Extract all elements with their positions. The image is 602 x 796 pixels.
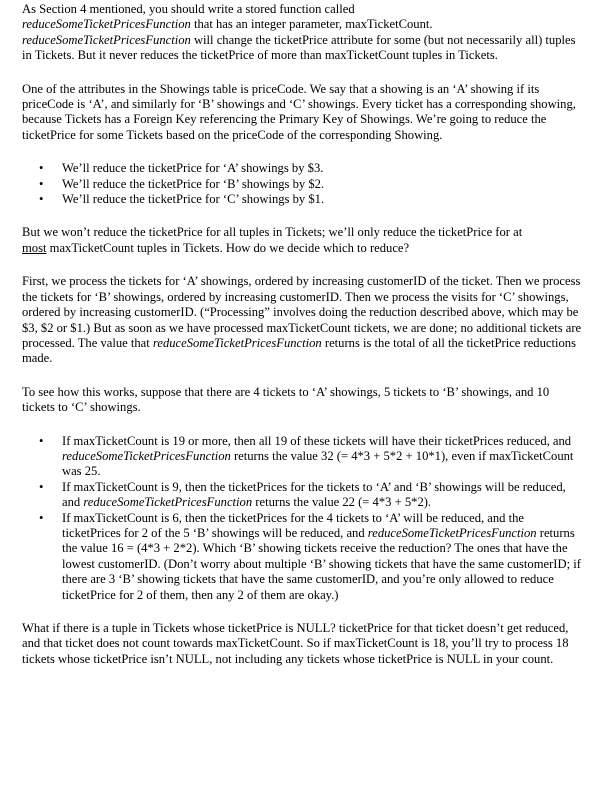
list-item: • If maxTicketCount is 19 or more, then all 19 of these tickets will have their ticketPrices reduced, and reduceSomeTicketPricesFunction returns the value 32 (= 4*3 + 5*2 + 10*1), even if maxTicketCount was 25. [39,433,574,479]
function-name: reduceSomeTicketPricesFunction [152,335,322,350]
function-name: reduceSomeTicketPricesFunction [22,17,191,32]
underlined-most: most [22,240,47,255]
list-item: • If maxTicketCount is 9, then the ticketPrices for the tickets to ‘A’ and ‘B’ showings will be reduced, and reduceSomeTicketPricesFunction returns the value 22 (= 4*3 + 5*2). [39,479,566,510]
reduction-list [22,161,582,207]
paragraph-example: To see how this works, suppose that there are 4 tickets to ‘A’ showings, 5 tickets to ‘B’ showings, and 10 tickets to ‘C’ showings. [22,384,550,415]
bullet-icon: • [39,161,44,176]
paragraph-showings: One of the attributes in the Showings table is priceCode. We say that a showing is an ‘A’ showing if its priceCode is ‘A’, and similarly for ‘B’ showings and ‘C’ showings. Every ticket has a corresponding showing, because Tickets has a Foreign Key referencing the Primary Key of Showings. We’re going to reduce the ticketPrice for some Tickets based on the priceCode of the corresponding Showing. [22,81,576,142]
example-list [22,434,582,603]
bullet-icon: • [39,192,44,207]
function-name: reduceSomeTicketPricesFunction [62,448,231,463]
bullet-icon: • [39,176,44,191]
paragraph-at-most: But we won’t reduce the ticketPrice for all tuples in Tickets; we’ll only reduce the ticketPrice for at most maxTicketCount tuples in Tickets. How do we decide which to reduce? [22,225,523,255]
bullet-icon: • [39,510,44,525]
list-item: • If maxTicketCount is 6, then the ticketPrices for the 4 tickets to ‘A’ will be reduced, and the ticketPrices for 2 of the 5 ‘B’ showings will be reduced, and reduceSomeTicketPricesFunction returns the value 16 = (4*3 + 2*2). Which ‘B’ showing tickets receive the reduction? The ones that have the lowest customerID. (Don’t worry about multiple ‘B’ showing tickets that have the same customerID; if there are 3 ‘B’ showing tickets that have the same customerID, and you’re only allowed to reduce ticketPrice for 2 of them, then any 2 of them are okay.) [39,510,581,602]
bullet-icon: • [39,479,44,494]
list-item: • We’ll reduce the ticketPrice for ‘A’ showings by $3. [39,161,324,176]
function-name: reduceSomeTicketPricesFunction [83,495,253,510]
function-name: reduceSomeTicketPricesFunction [22,32,191,47]
list-item: • We’ll reduce the ticketPrice for ‘B’ showings by $2. [39,176,325,191]
paragraph-processing: First, we process the tickets for ‘A’ showings, ordered by increasing customerID of the ticket. Then we process the tickets for ‘B’ showings, ordered by increasing customerID. Then we process the visits for ‘C’ showings, ordered by increasing customerID. (“Processing” involves doing the reduction described above, which may be $3, $2 or $1.) But as soon as we have processed maxTicketCount tickets, we are done; no additional tickets are processed. The value that reduceSomeTicketPricesFunction returns is the total of all the ticketPrice reductions made. [22,274,582,366]
paragraph-intro: As Section 4 mentioned, you should write a stored function called reduceSomeTicketPricesFunction that has an integer parameter, maxTicketCount. reduceSomeTicketPricesFunction will change the ticketPrice attribute for some (but not necessarily all) tuples in Tickets. But it never reduces the ticketPrice of more than maxTicketCount tuples in Tickets. [22,2,576,63]
function-name: reduceSomeTicketPricesFunction [367,525,537,540]
bullet-icon: • [39,433,44,448]
paragraph-null: What if there is a tuple in Tickets whose ticketPrice is NULL? ticketPrice for that ticket doesn’t get reduced, and that ticket does not count towards maxTicketCount. So if maxTicketCount is 18, you’ll try to process 18 tickets whose ticketPrice isn’t NULL, not including any tickets whose ticketPrice is NULL in your count. [22,621,569,666]
list-item: • We’ll reduce the ticketPrice for ‘C’ showings by $1. [39,192,325,207]
